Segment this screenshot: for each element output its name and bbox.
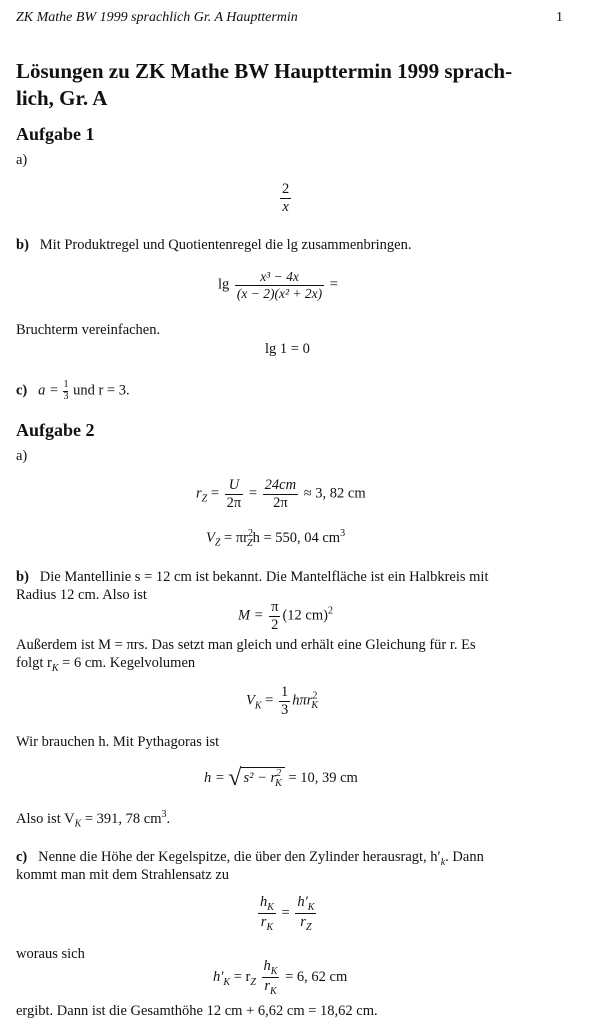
task2-b-line5: Wir brauchen h. Mit Pythagoras ist xyxy=(16,734,220,750)
task2-b-line2: Radius 12 cm. Also ist xyxy=(16,587,147,603)
task2-b-formula-V: $V_K$ = $\frac{1}{3}$ hπr$^2_K$ xyxy=(246,684,319,718)
page-title-line1: Lösungen zu ZK Mathe BW Haupttermin 1999 sprach- xyxy=(16,59,513,83)
task2-c-line4: ergibt. Dann ist die Gesamthöhe 12 cm + 6,62 cm = 18,62 cm. xyxy=(16,1003,378,1019)
task2-c-line2: kommt man mit dem Strahlensatz zu xyxy=(16,867,230,883)
task2-b-line3: Außerdem ist M = πrs. Das setzt man gleich und erhält eine Gleichung für r. Es xyxy=(16,637,476,653)
task2-a-label: a) xyxy=(16,448,28,464)
task2-b-line1: b) Die Mantellinie s = 12 cm ist bekannt. Die Mantelfläche ist ein Halbkreis mit xyxy=(16,569,489,585)
task2-b-line4: folgt $r_K = 6$ cm. Kegelvolumen xyxy=(16,655,196,674)
task2-c-line1: c) Nenne die Höhe der Kegelspitze, die über den Zylinder herausragt, $h'_k$. Dann xyxy=(16,849,484,868)
running-header: ZK Mathe BW 1999 sprachlich Gr. A Haupttermin xyxy=(16,10,298,25)
task1-b-result: lg 1 = 0 xyxy=(265,341,310,357)
task1-b-text2: Bruchterm vereinfachen. xyxy=(16,322,161,338)
task1-c-text: c) a = $\frac{1}{3}$ und r = 3. xyxy=(16,379,130,402)
task2-a-formula1: $r_Z$ = $\frac{U}{2\pi}$ = $\frac{24cm}{2\pi}$ ≈ 3, 82 cm xyxy=(196,477,366,511)
page-number: 1 xyxy=(556,10,563,25)
task1-a-formula: $\frac{2}{x}$ xyxy=(282,181,290,215)
section-heading-task1: Aufgabe 1 xyxy=(16,124,95,144)
task1-b-text: b) Mit Produktregel und Quotientenregel die lg zusammenbringen. xyxy=(16,237,412,253)
task2-c-formula2: $h'_K = r_Z$ $\frac{h_K}{r_K}$ = 6, 62 cm xyxy=(213,958,348,998)
sqrt-icon: √ xyxy=(228,765,242,791)
task2-c-line3: woraus sich xyxy=(16,946,85,962)
task2-b-formula-h: h = √ $s^2 - r^2_K = 10$, 39 cm xyxy=(204,765,358,791)
task1-b-formula: lg $\frac{\text{x³ − 4x}}{\text{(x − 2)(x² + 2x)}}$ = xyxy=(218,269,338,301)
page-title-line2: lich, Gr. A xyxy=(16,86,108,110)
task2-b-line6: Also ist $V_K = 391$, 78 $cm^3$. xyxy=(16,809,171,830)
section-heading-task2: Aufgabe 2 xyxy=(16,420,95,440)
task2-c-formula1: $\frac{h_K}{r_K}$ = $\frac{h'_K}{r_Z}$ xyxy=(260,894,315,934)
task2-a-formula2: $V_Z = \pi r^2_Zh = 550$, 04 $cm^3$ xyxy=(206,528,346,549)
task2-b-formula-M: M = $\frac{\pi}{2}$ (12 cm)$^2$ xyxy=(238,599,333,633)
task1-a-label: a) xyxy=(16,152,28,168)
